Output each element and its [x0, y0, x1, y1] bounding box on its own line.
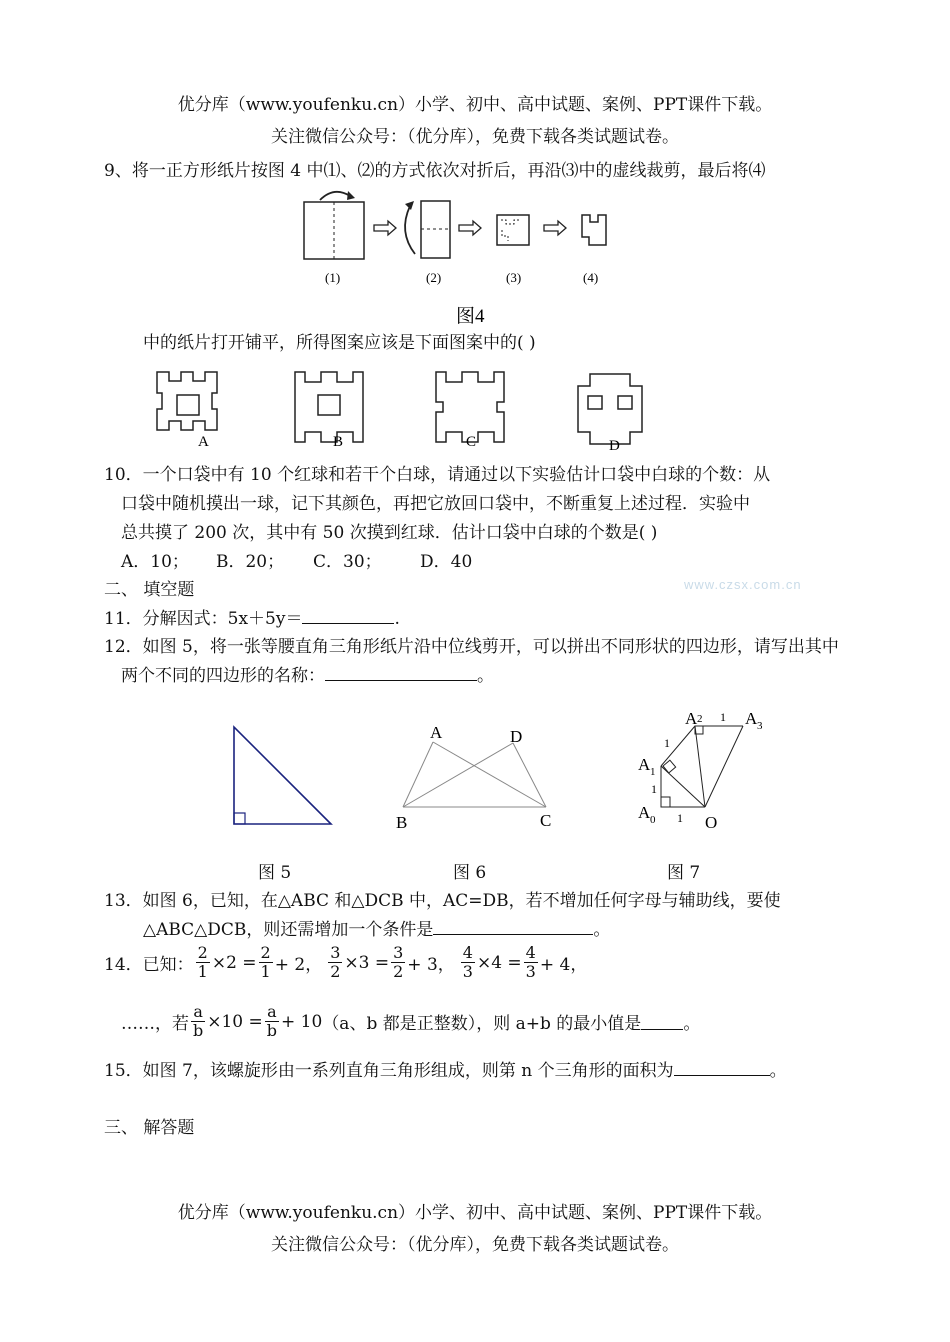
header-line-1: 优分库（www.youfenku.cn）小学、初中、高中试题、案例、PPT课件下载。 [177, 95, 773, 115]
fig7-label-a2: A [685, 709, 698, 728]
svg-text:3: 3 [757, 720, 763, 732]
fig7-spiral [661, 726, 743, 807]
footer-line-1: 优分库（www.youfenku.cn）小学、初中、高中试题、案例、PPT课件下载。 [177, 1203, 773, 1223]
option-c-label: C [466, 434, 477, 450]
q11: 11．分解因式：5x＋5y＝ . [104, 609, 400, 629]
right-arrow-icon [374, 221, 396, 235]
fig4-label-4: (4) [583, 270, 599, 285]
q9-text-1: 9、将一正方形纸片按图 4 中⑴、⑵的方式依次对折后，再沿⑶中的虚线裁剪，最后将⑷ [104, 161, 766, 181]
fig5-caption: 图 5 [258, 863, 292, 883]
option-c-shape [436, 372, 504, 442]
q14-blank[interactable] [641, 1013, 683, 1030]
svg-text:1: 1 [650, 766, 656, 778]
q10-line-1: 10．一个口袋中有 10 个红球和若干个白球，请通过以下实验估计口袋中白球的个数：从 [104, 465, 771, 485]
fold-arrow-2 [405, 206, 415, 254]
q15-text: 15．如图 7，该螺旋形由一系列直角三角形组成，则第 n 个三角形的面积为 [104, 1061, 674, 1081]
fig6-label-a: A [430, 723, 443, 742]
q14-line-2: ……，若 $\frac{a}{b}$ ×10 = $\frac{a}{b}$ + 10 （a、b 都是正整数），则 a+b 的最小值是 。 [121, 1002, 701, 1040]
q10-line-2: 口袋中随机摸出一球，记下其颜色，再把它放回口袋中，不断重复上述过程．实验中 [121, 494, 750, 514]
q10-option-b: B．20； [216, 552, 285, 572]
q13-blank[interactable] [433, 934, 593, 935]
fig6-caption: 图 6 [453, 863, 487, 883]
q15: 15．如图 7，该螺旋形由一系列直角三角形组成，则第 n 个三角形的面积为 。 [104, 1061, 787, 1081]
svg-text:1: 1 [651, 782, 657, 796]
option-a-shape [157, 372, 217, 430]
right-angle-mark [234, 813, 245, 824]
fold-figure-4 [290, 182, 630, 332]
section-3-title: 三、 解答题 [104, 1118, 195, 1138]
q10-option-d: D．40 [420, 552, 473, 572]
q12-blank[interactable] [325, 680, 477, 681]
fig6-diagram [403, 742, 546, 807]
figures-5-6-7 [200, 700, 800, 840]
svg-text:1: 1 [677, 811, 683, 825]
q11-blank[interactable] [302, 623, 394, 624]
q9-text-2: 中的纸片打开铺平，所得图案应该是下面图案中的( ) [143, 333, 536, 353]
q12-line-1: 12．如图 5，将一张等腰直角三角形纸片沿中位线剪开，可以拼出不同形状的四边形，请写出其中 [104, 637, 839, 657]
q13-line-1: 13．如图 6，已知，在△ABC 和△DCB 中，AC=DB，若不增加任何字母与辅助线，要使 [104, 891, 781, 911]
q15-blank[interactable] [674, 1075, 770, 1076]
q11-text: 11．分解因式：5x＋5y＝ [104, 609, 303, 629]
fold-cut-4 [582, 215, 606, 245]
section-2-title: 二、 填空题 [104, 580, 195, 600]
footer-line-2: 关注微信公众号：（优分库），免费下载各类试题试卷。 [271, 1235, 679, 1255]
fig6-label-d: D [510, 727, 523, 746]
fig7-label-a3: A [745, 709, 758, 728]
svg-text:1: 1 [664, 736, 670, 750]
option-b-shape [295, 372, 363, 442]
q12-line-2: 两个不同的四边形的名称： 。 [121, 666, 494, 686]
fig7-label-a0: A [638, 803, 651, 822]
right-arrow-icon [544, 221, 566, 235]
fig7-label-a1: A [638, 755, 651, 774]
fig7-caption: 图 7 [667, 863, 701, 883]
q9-options [140, 362, 660, 457]
fig4-label-2: (2) [426, 270, 442, 285]
svg-text:1: 1 [720, 710, 726, 724]
fig4-label-3: (3) [506, 270, 522, 285]
q14-line-1: 14．已知： $\frac{2}{1}$ ×2 = $\frac{2}{1}$ + 2， $\frac{3}{2}$ ×3 = $\frac{3}{2}$ + 3， $\frac{4}{3}$ ×4 = $\frac{4}{3}$ + 4， [104, 943, 588, 981]
fig5-triangle [234, 727, 331, 824]
fig7-label-o: O [705, 813, 718, 832]
fig6-label-b: B [396, 813, 408, 832]
option-a-label: A [198, 434, 209, 450]
q10-option-c: C．30； [313, 552, 382, 572]
fold-arrow-1 [320, 192, 350, 200]
svg-text:0: 0 [650, 814, 656, 826]
fig6-label-c: C [540, 811, 552, 830]
q10-line-3: 总共摸了 200 次，其中有 50 次摸到红球．估计口袋中白球的个数是( ) [121, 523, 658, 543]
fig4-caption: 图4 [456, 306, 485, 327]
q12-text: 两个不同的四边形的名称： [121, 666, 325, 686]
svg-text:2: 2 [697, 713, 703, 725]
option-b-label: B [333, 434, 344, 450]
q13-line-2: △ABC△DCB，则还需增加一个条件是 。 [143, 920, 611, 940]
q13-text: △ABC△DCB，则还需增加一个条件是 [143, 920, 434, 940]
header-line-2: 关注微信公众号：（优分库），免费下载各类试题试卷。 [271, 127, 679, 147]
q10-option-a: A．10； [121, 552, 189, 572]
option-d-label: D [609, 438, 620, 454]
watermark: www.czsx.com.cn [684, 577, 802, 592]
fig4-label-1: (1) [325, 270, 341, 285]
right-arrow-icon [459, 221, 481, 235]
